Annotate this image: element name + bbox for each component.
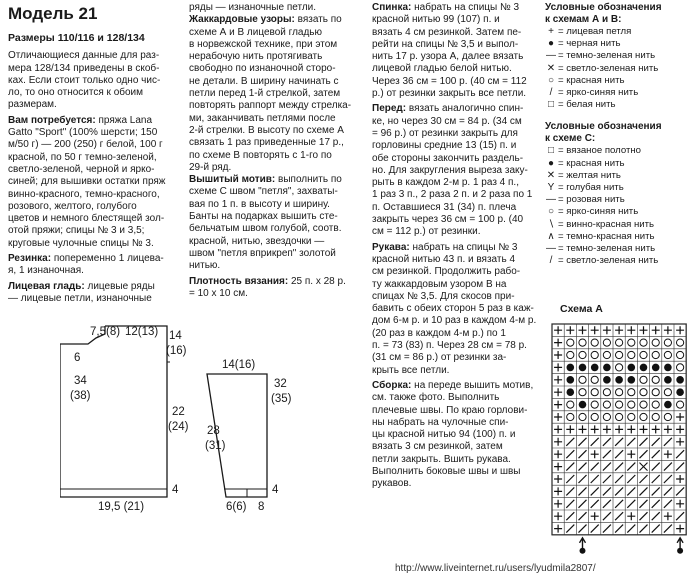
legend-item: ∧ = темно-красная нить [545, 231, 698, 243]
column-legends [545, 2, 698, 267]
grid-cell-symbol [603, 376, 611, 384]
dim-armhole-1: 14 [169, 330, 182, 342]
repeat-arrow-dot [677, 548, 683, 554]
dim-sleeve-bottom: 6(6) [226, 501, 247, 513]
repeat-arrow-dot [580, 548, 586, 554]
dim-sleeve-height-r2: (35) [271, 393, 292, 405]
footer-url[interactable]: http://www.liveinternet.ru/users/lyudmila2807/ [395, 563, 596, 574]
grid-cell-symbol [664, 376, 672, 384]
column-intro [8, 4, 183, 305]
legend-item: ∖ = винно-красная нить [545, 219, 698, 231]
dim-sleeve-height-2: (31) [205, 440, 226, 452]
circle-icon: ○ [547, 206, 555, 218]
dash-icon: — [546, 194, 556, 206]
grid-cell-symbol [567, 364, 575, 372]
grid-cell-symbol [664, 401, 672, 409]
grid-cell-symbol [567, 388, 575, 396]
legend-item: ○ = красная нить [545, 75, 698, 87]
jacquard-paragraph: Жаккардовые узоры: вязать по схеме А и В лицевой гладью в норвежской технике, при этом нерабочую нить протягивать свободно по изнаночной сторо- не детали. В ширину начинать с петли перед 1-й стрелкой, затем повторять раппорт между стрелка- ми, заканчивать петлями после 2-й стрелки. В высоту по схеме А связать 1 раз приведенные 17 р., по схеме В повторять с 1-го по 29-й ряд. [189, 14, 352, 173]
sleeve-heading: Рукава: [372, 241, 410, 253]
sizes-heading: Размеры 110/116 и 128/134 [8, 32, 145, 44]
legend-item: ● = красная нить [545, 158, 698, 170]
column-instructions [372, 2, 537, 491]
legend-item: / = светло-зеленая нить [545, 255, 698, 267]
cross-icon: ✕ [546, 62, 556, 74]
repeat-arrow-right [677, 538, 683, 549]
grid-cell-symbol [652, 364, 660, 372]
jacquard-heading: Жаккардовые узоры: [189, 14, 295, 26]
grid-cell-symbol [676, 376, 684, 384]
dash-icon: — [546, 243, 556, 255]
dim-side-1: 22 [172, 406, 185, 418]
materials-paragraph: Вам потребуется: пряжа Lana Gatto "Sport" (100% шерсти; 150 м/50 г) — 200 (250) г белой, 100 г красной, по 50 г темно-зеленой, светло-зеленой, черной и ярко- синей; для вышивки остатки пряж винно-красного, темно-красного, розового, желтого, голубого цветов и немного блестящей зол- отой пряжи; спицы № 3 и 3,5; круговые чулочные спицы № 3. [8, 114, 166, 249]
plus-icon: + [548, 26, 554, 37]
grid-cell-symbol [591, 364, 599, 372]
circle-icon: ○ [547, 74, 555, 86]
intro-paragraph: Отличающиеся данные для раз- мера 128/134 приведены в скоб- ках. Если стоит только одно чис- ло, то оно относится к обоим размерам. [8, 50, 161, 111]
grid-cell-symbol [579, 401, 587, 409]
motif-heading: Вышитый мотив: [189, 174, 276, 186]
square-icon: □ [547, 99, 555, 111]
continued-text: ряды — изнаночные петли. [189, 2, 317, 13]
dot-icon: ● [547, 157, 555, 169]
legend-item: □ = вязаное полотно [545, 145, 698, 157]
dim-neck-depth: 6 [74, 352, 81, 364]
schema-a-label: Схема А [560, 303, 603, 315]
grid-cell-symbol [579, 364, 587, 372]
grid-cell-symbol [567, 376, 575, 384]
dim-sleeve-height-r1: 32 [274, 378, 287, 390]
front-heading: Перед: [372, 103, 407, 115]
legend-item: — = розовая нить [546, 194, 625, 206]
rib-heading: Резинка: [8, 253, 52, 265]
legend-item: — = темно-зеленая нить [546, 50, 656, 62]
y-icon: Y [547, 182, 555, 194]
dim-width: 19,5 (21) [98, 501, 145, 513]
legend-item: ○ = ярко-синяя нить [545, 206, 698, 218]
dim-rib: 4 [172, 484, 179, 496]
grid-cell-symbol [676, 388, 684, 396]
slash-icon: / [549, 87, 553, 99]
density-heading: Плотность вязания: [189, 275, 289, 287]
grid-cell-symbol [615, 376, 623, 384]
grid-cell-symbol [628, 376, 636, 384]
dot-icon: ● [547, 38, 555, 50]
repeat-arrow-left [580, 538, 586, 549]
backslash-icon: ∖ [547, 218, 555, 230]
grid-cell-symbol [640, 364, 648, 372]
rib-paragraph: Резинка: попеременно 1 лицева- я, 1 изнаночная. [8, 253, 164, 277]
square-icon: □ [547, 145, 555, 157]
page-title: Модель 21 [8, 4, 98, 23]
legend-item: — = темно-зеленая нить [546, 243, 656, 255]
legend-item: □ = белая нить [545, 99, 698, 111]
pattern-diagrams [60, 322, 310, 522]
legend-item: Y = голубая нить [545, 182, 698, 194]
legend-c [545, 121, 698, 267]
legend-ab-title: Условные обозначения к схемам А и В: [545, 2, 662, 25]
legend-item: / = ярко-синяя нить [545, 87, 698, 99]
schema-a-grid [548, 320, 694, 556]
dim-height-1: 34 [74, 375, 87, 387]
legend-item: ✕ = желтая нить [546, 169, 621, 181]
assembly-paragraph: Сборка: на переде вышить мотив, см. также фото. Выполнить плечевые швы. По краю горлови- ны набрать на чулочные спи- цы красной нитью 94 (100) п. и вязать 3 см резинкой, затем петли закрыть. Вшить рукава. Выполнить боковые швы и швы рукавов. [372, 379, 534, 490]
legend-item: + = лицевая петля [545, 26, 698, 38]
dim-height-2: (38) [70, 390, 91, 402]
grid-cell-symbol [603, 364, 611, 372]
dim-sleeve-top: 14(16) [222, 359, 256, 371]
face-heading: Лицевая гладь: [8, 280, 85, 292]
front-paragraph: Перед: вязать аналогично спин- ке, но через 30 см = 84 р. (34 см = 96 р.) от резинки закрыть для горловины средние 13 (15) п. и обе стороны закончить раздель- но. Для закругления выреза заку- рыть в каждом 2-м р. 1 раз 4 п., 1 раз 3 п., 2 раза 2 п. и 2 раза по 1 п. Оставшиеся 31 (34) п. плеча закрыть через 36 см = 100 р. (40 см = 112 р.) от резинки. [372, 103, 533, 238]
cross-icon: ✕ [546, 169, 556, 181]
materials-heading: Вам потребуется: [8, 114, 96, 126]
column-patterns [189, 2, 366, 300]
caret-icon: ∧ [547, 230, 555, 242]
legend-c-title: Условные обозначения к схеме С: [545, 121, 662, 145]
legend-item: ✕ = светло-зеленая нить [546, 62, 659, 74]
dim-sleeve-rib: 4 [272, 484, 279, 496]
legend-item: ● = черная нить [545, 38, 698, 50]
sleeve-paragraph: Рукава: набрать на спицы № 3 красной нитью 43 п. и вязать 4 см резинкой. Продолжить рабо- ту жаккардовым узором В на спицах № 3,5. Для скосов при- бавить с обеих сторон 5 раз в каж- дом 6-м р. и 10 раз в каждом 4-м р. (20 раз в каждом 4-м р.) по 1 п. = 73 (83) п. Через 28 см = 78 р. (31 см = 86 р.) от резинки за- крыть все петли. [372, 241, 537, 376]
face-paragraph: Лицевая гладь: лицевые ряды — лицевые петли, изнаночные [8, 280, 155, 304]
back-heading: Спинка: [372, 2, 412, 13]
dim-shoulder: 12(13) [125, 326, 159, 338]
assembly-heading: Сборка: [372, 379, 412, 391]
dim-sleeve-height-1: 28 [207, 425, 220, 437]
dash-icon: — [546, 50, 556, 62]
motif-paragraph: Вышитый мотив: выполнить по схеме С швом "петля", захваты- вая по 1 п. в высоту и ширину. Банты на подарках вышить сте- бельчатым швом голубой, соотв. красной, нитью, звездочки — швом "петля вприкреп" золотой нитью. [189, 174, 342, 272]
back-paragraph: Спинка: набрать на спицы № 3 красной нитью 99 (107) п. и вязать 4 см резинкой. Затем пе- рейти на спицы № 3,5 и выпол- нить 17 р. узора А, далее вязать лицевой гладью белой нитью. Через 36 см = 100 р. (40 см = 112 р.) от резинки закрыть все петли. [372, 2, 527, 100]
grid-cell-symbol [628, 364, 636, 372]
slash-icon: / [549, 255, 553, 267]
legend-ab [545, 2, 698, 111]
dim-armhole-2: (16) [166, 345, 187, 357]
dim-sleeve-bottom-b: 8 [258, 501, 265, 513]
dim-neck-top: 7,5(8) [90, 326, 121, 338]
density-paragraph: Плотность вязания: 25 п. х 28 р. = 10 х 10 см. [189, 275, 346, 299]
dim-side-2: (24) [168, 421, 189, 433]
grid-cell-symbol [664, 364, 672, 372]
